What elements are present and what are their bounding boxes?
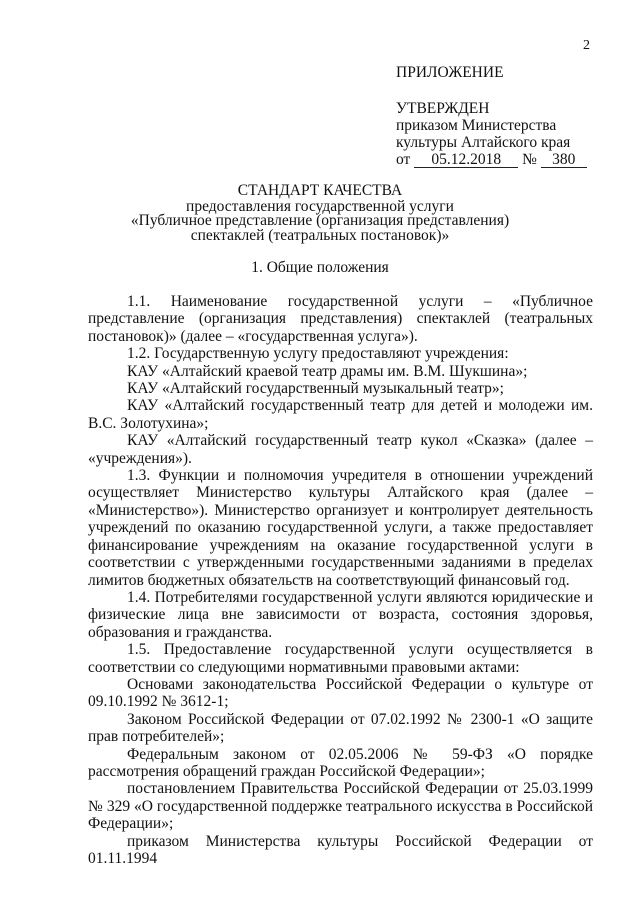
paragraph: 1.4. Потребителями государственной услуги являются юридические и физические лица вне зависимости от возраста, состояния здоровья, образования и гражданства. bbox=[88, 588, 593, 641]
page-number: 2 bbox=[583, 38, 590, 53]
section-heading: 1. Общие положения bbox=[251, 259, 389, 276]
order-line-2: культуры Алтайского края bbox=[396, 134, 571, 151]
order-date-row bbox=[396, 151, 587, 168]
paragraph: КАУ «Алтайский государственный театр для детей и молодежи им. В.С. Золотухина»; bbox=[88, 397, 593, 432]
paragraph: 1.1. Наименование государственной услуги – «Публичное представление (организация представления) спектаклей (театральных постановок)» (далее – «государственная услуга»). bbox=[88, 293, 593, 345]
date-prefix: от bbox=[396, 151, 411, 168]
paragraph: КАУ «Алтайский государственный театр кукол «Сказка» (далее – «учреждения»). bbox=[88, 432, 593, 467]
document-subtitle-line-1: предоставления государственной услуги bbox=[186, 198, 454, 215]
paragraph: постановлением Правительства Российской Федерации от 25.03.1999 № 329 «О государственной поддержке театрального искусства в Российской Федерации»; bbox=[88, 780, 593, 833]
paragraph: приказом Министерства культуры Российской Федерации от 01.11.1994 bbox=[88, 832, 593, 867]
approved-label: УТВЕРЖДЕН bbox=[396, 100, 490, 117]
paragraph: 1.3. Функции и полномочия учредителя в отношении учреждений осуществляет Министерство культуры Алтайского края (далее – «Министерство»). Министерство организует и контролирует деятельность учреждений по оказанию государственной услуги, а также предоставляет финансирование учреждениям на оказание государственной услуги в соответствии с утвержденными государственными заданиями в пределах лимитов бюджетных обязательств на соответствующий финансовый год. bbox=[88, 467, 593, 589]
paragraph: КАУ «Алтайский краевой театр драмы им. В.М. Шукшина»; bbox=[127, 362, 528, 380]
order-number: 380 bbox=[541, 153, 587, 168]
paragraph: КАУ «Алтайский государственный музыкальный театр»; bbox=[127, 380, 504, 398]
document-subtitle-line-2: «Публичное представление (организация представления) bbox=[130, 212, 510, 229]
approval-block bbox=[396, 64, 587, 168]
order-line-1: приказом Министерства bbox=[396, 117, 557, 134]
order-date: 05.12.2018 bbox=[414, 153, 518, 168]
paragraph: Основами законодательства Российской Федерации о культуре от 09.10.1992 № 3612-1; bbox=[88, 675, 593, 711]
document-subtitle-line-3: спектаклей (театральных постановок)» bbox=[190, 227, 450, 244]
paragraph: Федеральным законом от 02.05.2006 № 59-ФЗ «О порядке рассмотрения обращений граждан Российской Федерации»; bbox=[88, 745, 593, 780]
paragraph: 1.2. Государственную услугу предоставляют учреждения: bbox=[127, 345, 509, 363]
paragraph: 1.5. Предоставление государственной услуги осуществляется в соответствии со следующими нормативными правовыми актами: bbox=[88, 641, 593, 676]
paragraph: Законом Российской Федерации от 07.02.1992 № 2300-1 «О защите прав потребителей»; bbox=[88, 710, 593, 746]
number-prefix: № bbox=[522, 151, 537, 168]
appendix-label: ПРИЛОЖЕНИЕ bbox=[396, 64, 504, 81]
document-title: СТАНДАРТ КАЧЕСТВА bbox=[237, 182, 403, 199]
document-body bbox=[88, 293, 593, 867]
